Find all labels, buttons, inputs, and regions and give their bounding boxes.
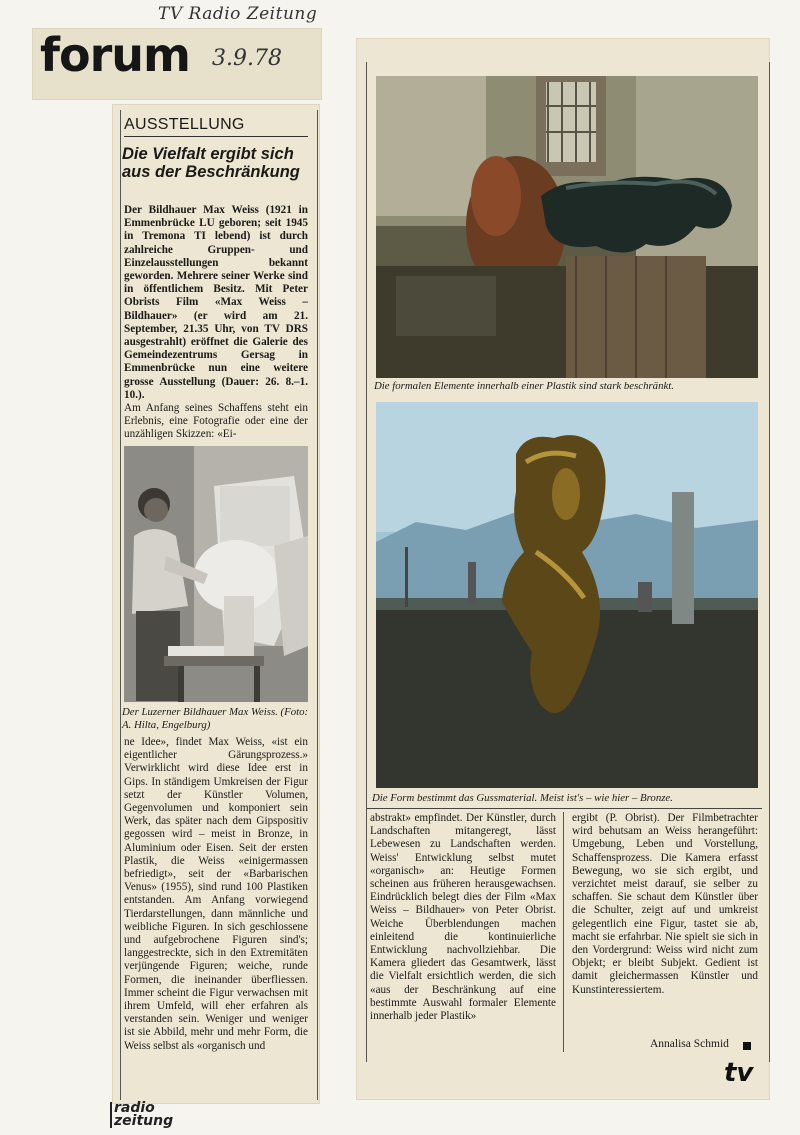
column-divider xyxy=(563,812,564,1052)
masthead-title: forum xyxy=(40,28,190,82)
radio-logo-line-1: radio xyxy=(114,1100,155,1116)
handwritten-source-note: TV Radio Zeitung xyxy=(158,4,318,24)
article-lead-text: Am Anfang seines Schaffens steht ein Erlebnis, eine Fotografie oder eine der unzähligen Skizzen: «Ei- xyxy=(124,402,308,441)
article-intro: Der Bildhauer Max Weiss (1921 in Emmenbrücke LU geboren; seit 1945 in Tremona TI lebend) ist durch zahlreiche Gruppen- und Einzelausstellungen bekannt geworden. Mehrere seiner Werke sind in öffentlichem Besitz. Mit Peter Obrists Film «Max Weiss – Bildhauer» (er wird am 21. September, 21.35 Uhr, von TV DRS ausgestrahlt) eröffnet die Galerie des Gemeindezentrums Gersag in Emmenbrücke nun eine weitere grosse Ausstellung (Dauer: 26. 8.–1. 10.). xyxy=(124,204,308,401)
portrait-caption: Der Luzerner Bildhauer Max Weiss. (Foto: A. Hilta, Engelburg) xyxy=(122,706,309,731)
bronze-sculpture-photo xyxy=(376,402,758,788)
section-label: AUSSTELLUNG xyxy=(124,116,308,137)
photo-caption-bottom: Die Form bestimmt das Gussmaterial. Meist ist's – wie hier – Bronze. xyxy=(372,792,673,804)
article-body-right: ergibt (P. Obrist). Der Filmbetrachter wird behutsam an Weiss herangeführt: Umgebung, Leben und Vorstellung, Schaffensprozess. Die Kamera erfasst Bewegung, wo sie sich ergibt, und verzichtet meist darauf, sie selber zu schaffen. Sie schaut dem Künstler über die Schulter, zeigt auf und umkreist gelegentlich eine Figur, tastet sie ab, macht sie erfahrbar. Nie spielt sie sich in den Vordergrund: Weiss wird nicht zum Objekt; er bleibt Subjekt. Gedient ist damit gleichermassen Künstler und Kunstinteressiertem. xyxy=(572,812,758,996)
article-body-left: ne Idee», findet Max Weiss, «ist ein eigentlicher Gärungsprozess.» Verwirklicht wird diese Idee erst in Gips. In ständigem Umkreisen der Figur setzt der Künstler Volumen, Gegenvolumen und komponiert sein Werk, das später nach dem Gipspositiv gegossen wird – meist in Bronze, in Aluminium oder Eisen. Seit der ersten Plastik, die Weiss «einigermassen befriedigt», seit der «Barbarischen Venus» (1955), sind rund 100 Plastiken entstanden. Am Anfang vorwiegend Tierdarstellungen, dann männliche und weibliche Figuren. In sich geschlossene und aufgebrochene Figuren sind's; langgestreckte, sich in den Extremitäten verjüngende Figuren; weiche, runde Formen, die ineinander überfliessen. Immer scheint die Figur verwachsen mit ihrem Umfeld, will eher erfahren als verstanden sein. Weniger und weniger ist sie Abbild, mehr und mehr Form, die Weiss selbst als «organisch und xyxy=(124,736,308,1052)
radio-logo-line-2: zeitung xyxy=(114,1113,174,1129)
portrait-photo xyxy=(124,446,308,702)
section-rule xyxy=(366,808,762,809)
article-headline: Die Vielfalt ergibt sich aus der Beschränkung xyxy=(122,145,300,181)
photo-caption-top: Die formalen Elemente innerhalb einer Plastik sind stark beschränkt. xyxy=(374,380,674,392)
tv-logo: tv xyxy=(724,1058,754,1088)
handwritten-date: 3.9.78 xyxy=(212,46,282,71)
sculpture-garden-photo xyxy=(376,76,758,378)
author-byline: Annalisa Schmid xyxy=(650,1038,729,1050)
article-body-middle: abstrakt» empfindet. Der Künstler, durch Landschaften mitangeregt, lässt Lebewesen zu Landschaften werden. Weiss' Entwicklung selbst mutet «organisch» an: Heutige Formen scheinen aus früheren herausgewachsen. Eindrücklich belegt dies der Film «Max Weiss – Bildhauer» von Peter Obrist. Weiche Überblendungen machen einleitend die kontinuierliche Entwicklung nachvollziehbar. Die Kamera gliedert das Gesamtwerk, lässt die Vielfalt ersichtlich werden, die sich «aus der Beschränkung auf eine bestimmte Auswahl formaler Elemente innerhalb jeder Plastik» xyxy=(370,812,556,1023)
radio-zeitung-logo xyxy=(110,1102,173,1128)
end-mark xyxy=(743,1042,751,1050)
